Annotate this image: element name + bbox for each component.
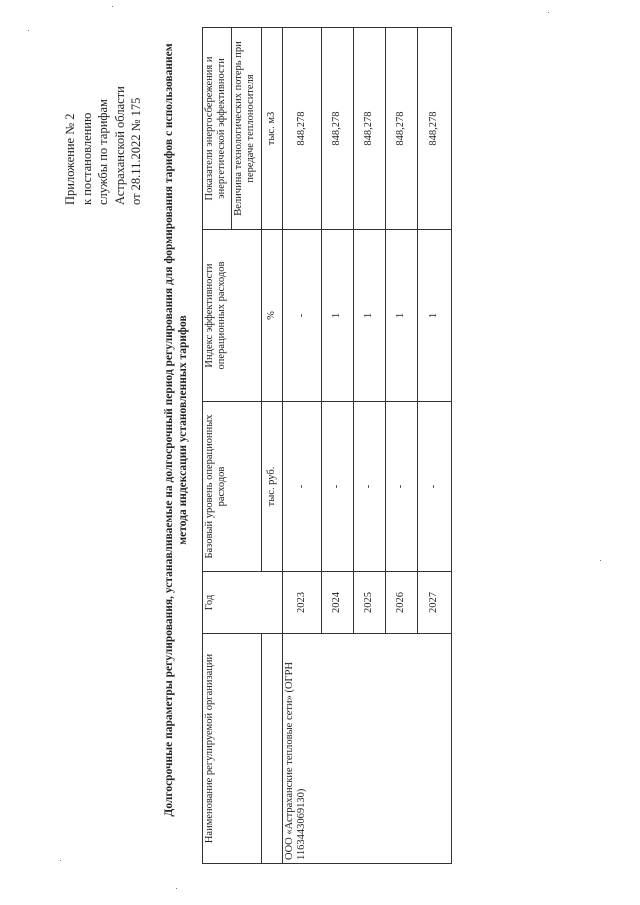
header-year: Год bbox=[203, 572, 283, 634]
year-cell: 2025 bbox=[353, 572, 385, 634]
tech-losses-cell: 848,278 bbox=[417, 28, 451, 230]
appendix-line: от 28.11.2022 № 175 bbox=[129, 97, 143, 205]
appendix-line: Приложение № 2 bbox=[63, 113, 77, 205]
eff-index-cell: 1 bbox=[321, 230, 353, 402]
year-cell: 2027 bbox=[417, 572, 451, 634]
year-cell: 2024 bbox=[321, 572, 353, 634]
header-eff-index: Индекс эффективности операционных расходов bbox=[203, 230, 262, 402]
parameters-table bbox=[202, 28, 452, 864]
header-org: Наименование регулируемой организации bbox=[203, 634, 262, 864]
year-cell: 2026 bbox=[385, 572, 417, 634]
header-tech-losses: Величина технологических потерь при передаче теплоносителя bbox=[231, 28, 261, 230]
org-name-cell: ООО «Астраханские тепловые сети» (ОГРН 1163443069130) bbox=[283, 634, 452, 864]
speck bbox=[112, 6, 113, 7]
tech-losses-cell: 848,278 bbox=[385, 28, 417, 230]
base-opex-cell: - bbox=[417, 402, 451, 572]
eff-index-cell: 1 bbox=[353, 230, 385, 402]
unit-tech-losses: тыс. м3 bbox=[261, 28, 282, 230]
header-energy-group: Показатели энергосбережения и энергетической эффективности bbox=[203, 28, 232, 230]
eff-index-cell: 1 bbox=[385, 230, 417, 402]
appendix-header bbox=[62, 55, 145, 205]
header-base-opex: Базовый уровень операционных расходов bbox=[203, 402, 262, 572]
speck bbox=[176, 888, 177, 889]
unit-org-empty bbox=[261, 634, 282, 864]
speck bbox=[60, 860, 61, 861]
eff-index-cell: 1 bbox=[417, 230, 451, 402]
unit-base-opex: тыс. руб. bbox=[261, 402, 282, 572]
appendix-line: Астраханской области bbox=[112, 86, 127, 205]
table-row bbox=[283, 28, 321, 864]
appendix-line: к постановлению bbox=[79, 112, 94, 205]
appendix-line: службы по тарифам bbox=[96, 99, 110, 205]
base-opex-cell: - bbox=[385, 402, 417, 572]
document-title: Долгосрочные параметры регулирования, устанавливаемые на долгосрочный период регулирования для формирования тарифов с использованием метода индексации установленных тарифов bbox=[163, 43, 189, 817]
speck bbox=[600, 560, 601, 561]
base-opex-cell: - bbox=[353, 402, 385, 572]
tech-losses-cell: 848,278 bbox=[321, 28, 353, 230]
base-opex-cell: - bbox=[321, 402, 353, 572]
speck bbox=[28, 30, 29, 31]
speck bbox=[548, 12, 549, 13]
tech-losses-cell: 848,278 bbox=[353, 28, 385, 230]
eff-index-cell: - bbox=[283, 230, 321, 402]
year-cell: 2023 bbox=[283, 572, 321, 634]
base-opex-cell: - bbox=[283, 402, 321, 572]
tech-losses-cell: 848,278 bbox=[283, 28, 321, 230]
unit-eff-index: % bbox=[261, 230, 282, 402]
